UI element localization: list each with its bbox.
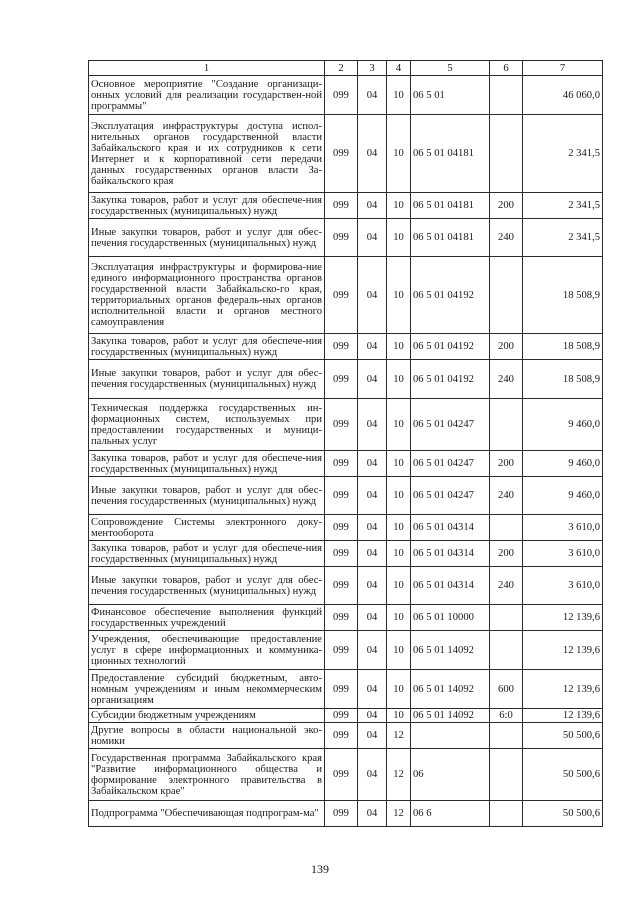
table-row <box>89 76 603 115</box>
cell-amount: 50 500,6 <box>523 749 603 801</box>
cell-admin: 099 <box>325 193 358 219</box>
cell-amount: 2 341,5 <box>523 219 603 257</box>
cell-target-item: 06 5 01 04192 <box>411 360 490 399</box>
cell-subsection: 10 <box>387 709 411 723</box>
table-row <box>89 605 603 631</box>
cell-expense-type <box>490 257 523 334</box>
cell-subsection: 10 <box>387 334 411 360</box>
row-name: Финансовое обеспечение выполнения функций государственных учреждений <box>89 605 325 631</box>
cell-section: 04 <box>358 723 387 749</box>
cell-amount: 50 500,6 <box>523 801 603 827</box>
cell-expense-type <box>490 515 523 541</box>
cell-subsection: 10 <box>387 567 411 605</box>
cell-amount: 9 460,0 <box>523 399 603 451</box>
cell-subsection: 10 <box>387 631 411 670</box>
cell-amount: 50 500,6 <box>523 723 603 749</box>
cell-expense-type <box>490 749 523 801</box>
cell-amount: 12 139,6 <box>523 670 603 709</box>
table-row <box>89 451 603 477</box>
cell-section: 04 <box>358 76 387 115</box>
cell-admin: 099 <box>325 334 358 360</box>
table-row <box>89 219 603 257</box>
cell-target-item <box>411 723 490 749</box>
cell-target-item: 06 5 01 04247 <box>411 399 490 451</box>
cell-target-item: 06 <box>411 749 490 801</box>
cell-amount: 3 610,0 <box>523 567 603 605</box>
cell-amount: 9 460,0 <box>523 477 603 515</box>
row-name: Техническая поддержка государственных ин-формационных систем, используемых при предоставлении государственных и муници-пальных услуг <box>89 399 325 451</box>
table-row <box>89 360 603 399</box>
cell-target-item: 06 6 <box>411 801 490 827</box>
header-cell: 7 <box>523 61 603 76</box>
cell-expense-type: 6:0 <box>490 709 523 723</box>
table-row <box>89 193 603 219</box>
header-cell: 5 <box>411 61 490 76</box>
cell-amount: 9 460,0 <box>523 451 603 477</box>
cell-target-item: 06 5 01 04314 <box>411 515 490 541</box>
budget-table <box>88 60 603 827</box>
cell-admin: 099 <box>325 360 358 399</box>
row-name: Предоставление субсидий бюджетным, авто-номным учреждениям и иным некоммерческим организациям <box>89 670 325 709</box>
row-name: Закупка товаров, работ и услуг для обеспече-ния государственных (муниципальных) нужд <box>89 541 325 567</box>
cell-admin: 099 <box>325 219 358 257</box>
row-name: Учреждения, обеспечивающие предоставление услуг в сфере информационных и коммуника-ционных технологий <box>89 631 325 670</box>
cell-subsection: 10 <box>387 477 411 515</box>
table-row <box>89 115 603 193</box>
cell-target-item: 06 5 01 04314 <box>411 541 490 567</box>
header-cell: 2 <box>325 61 358 76</box>
cell-subsection: 10 <box>387 219 411 257</box>
table-row <box>89 709 603 723</box>
cell-expense-type <box>490 801 523 827</box>
table-row <box>89 749 603 801</box>
cell-amount: 18 508,9 <box>523 360 603 399</box>
row-name: Субсидии бюджетным учреждениям <box>89 709 325 723</box>
cell-admin: 099 <box>325 115 358 193</box>
cell-amount: 18 508,9 <box>523 334 603 360</box>
row-name: Иные закупки товаров, работ и услуг для обес-печения государственных (муниципальных) нужд <box>89 477 325 515</box>
cell-expense-type: 240 <box>490 477 523 515</box>
cell-admin: 099 <box>325 605 358 631</box>
table-row <box>89 477 603 515</box>
cell-section: 04 <box>358 399 387 451</box>
cell-subsection: 10 <box>387 670 411 709</box>
cell-expense-type: 240 <box>490 219 523 257</box>
row-name: Закупка товаров, работ и услуг для обеспече-ния государственных (муниципальных) нужд <box>89 334 325 360</box>
table-row <box>89 541 603 567</box>
cell-target-item: 06 5 01 04192 <box>411 334 490 360</box>
cell-amount: 18 508,9 <box>523 257 603 334</box>
row-name: Эксплуатация инфраструктуры доступа испол-нительных органов государственной власти Забайкальского края и их сотрудников к сети Интернет и к корпоративной сети передачи данных государственных органов власти За-байкальского края <box>89 115 325 193</box>
header-cell: 1 <box>89 61 325 76</box>
cell-target-item: 06 5 01 14092 <box>411 670 490 709</box>
cell-section: 04 <box>358 515 387 541</box>
cell-amount: 3 610,0 <box>523 515 603 541</box>
cell-subsection: 10 <box>387 115 411 193</box>
cell-expense-type <box>490 399 523 451</box>
cell-admin: 099 <box>325 76 358 115</box>
cell-subsection: 10 <box>387 193 411 219</box>
cell-section: 04 <box>358 477 387 515</box>
cell-admin: 099 <box>325 399 358 451</box>
cell-expense-type: 600 <box>490 670 523 709</box>
cell-admin: 099 <box>325 451 358 477</box>
cell-target-item: 06 5 01 04181 <box>411 219 490 257</box>
cell-subsection: 12 <box>387 801 411 827</box>
cell-target-item: 06 5 01 04181 <box>411 193 490 219</box>
table-row <box>89 631 603 670</box>
cell-section: 04 <box>358 749 387 801</box>
page-number: 139 <box>311 862 329 876</box>
cell-admin: 099 <box>325 801 358 827</box>
cell-expense-type <box>490 723 523 749</box>
cell-subsection: 10 <box>387 360 411 399</box>
row-name: Закупка товаров, работ и услуг для обеспече-ния государственных (муниципальных) нужд <box>89 451 325 477</box>
cell-amount: 2 341,5 <box>523 115 603 193</box>
cell-section: 04 <box>358 451 387 477</box>
cell-admin: 099 <box>325 567 358 605</box>
cell-target-item: 06 5 01 04181 <box>411 115 490 193</box>
cell-expense-type: 200 <box>490 541 523 567</box>
cell-expense-type: 240 <box>490 360 523 399</box>
cell-expense-type: 200 <box>490 451 523 477</box>
table-row <box>89 399 603 451</box>
cell-section: 04 <box>358 567 387 605</box>
cell-section: 04 <box>358 541 387 567</box>
cell-section: 04 <box>358 257 387 334</box>
cell-target-item: 06 5 01 <box>411 76 490 115</box>
row-name: Другие вопросы в области национальной эко-номики <box>89 723 325 749</box>
row-name: Иные закупки товаров, работ и услуг для обес-печения государственных (муниципальных) нужд <box>89 219 325 257</box>
cell-section: 04 <box>358 360 387 399</box>
cell-section: 04 <box>358 115 387 193</box>
cell-expense-type: 200 <box>490 193 523 219</box>
cell-section: 04 <box>358 334 387 360</box>
cell-admin: 099 <box>325 515 358 541</box>
cell-target-item: 06 5 01 04314 <box>411 567 490 605</box>
cell-section: 04 <box>358 219 387 257</box>
cell-target-item: 06 5 01 14092 <box>411 631 490 670</box>
cell-amount: 12 139,6 <box>523 709 603 723</box>
cell-expense-type: 200 <box>490 334 523 360</box>
row-name: Основное мероприятие "Создание организаци-онных условий для реализации государствен-ной программы" <box>89 76 325 115</box>
cell-admin: 099 <box>325 709 358 723</box>
cell-subsection: 10 <box>387 451 411 477</box>
cell-target-item: 06 5 01 14092 <box>411 709 490 723</box>
cell-target-item: 06 5 01 04247 <box>411 451 490 477</box>
cell-subsection: 10 <box>387 515 411 541</box>
table-row <box>89 670 603 709</box>
cell-subsection: 10 <box>387 76 411 115</box>
row-name: Эксплуатация инфраструктуры и формирова-ние единого информационного пространства органов государственной власти Забайкальско-го края, территориальных органов федераль-ных органов исполнительной власти и органов местного самоуправления <box>89 257 325 334</box>
cell-amount: 12 139,6 <box>523 631 603 670</box>
cell-subsection: 10 <box>387 541 411 567</box>
table-row <box>89 567 603 605</box>
header-cell: 6 <box>490 61 523 76</box>
cell-subsection: 10 <box>387 605 411 631</box>
cell-target-item: 06 5 01 04192 <box>411 257 490 334</box>
header-cell: 3 <box>358 61 387 76</box>
cell-amount: 46 060,0 <box>523 76 603 115</box>
table-row <box>89 515 603 541</box>
header-row <box>89 61 603 76</box>
cell-admin: 099 <box>325 749 358 801</box>
cell-expense-type <box>490 115 523 193</box>
cell-admin: 099 <box>325 257 358 334</box>
cell-amount: 3 610,0 <box>523 541 603 567</box>
cell-admin: 099 <box>325 477 358 515</box>
cell-target-item: 06 5 01 04247 <box>411 477 490 515</box>
cell-target-item: 06 5 01 10000 <box>411 605 490 631</box>
cell-section: 04 <box>358 709 387 723</box>
row-name: Иные закупки товаров, работ и услуг для обес-печения государственных (муниципальных) нужд <box>89 567 325 605</box>
row-name: Подпрограмма "Обеспечивающая подпрограм-ма" <box>89 801 325 827</box>
cell-admin: 099 <box>325 541 358 567</box>
cell-section: 04 <box>358 670 387 709</box>
cell-admin: 099 <box>325 723 358 749</box>
cell-amount: 2 341,5 <box>523 193 603 219</box>
cell-expense-type <box>490 76 523 115</box>
cell-section: 04 <box>358 631 387 670</box>
cell-expense-type <box>490 605 523 631</box>
cell-admin: 099 <box>325 631 358 670</box>
cell-amount: 12 139,6 <box>523 605 603 631</box>
table-row <box>89 723 603 749</box>
cell-section: 04 <box>358 605 387 631</box>
cell-subsection: 12 <box>387 723 411 749</box>
cell-expense-type <box>490 631 523 670</box>
row-name: Закупка товаров, работ и услуг для обеспече-ния государственных (муниципальных) нужд <box>89 193 325 219</box>
cell-subsection: 10 <box>387 257 411 334</box>
cell-subsection: 10 <box>387 399 411 451</box>
cell-section: 04 <box>358 193 387 219</box>
row-name: Государственная программа Забайкальского края "Развитие информационного общества и формирование электронного правительства в Забайкальском крае" <box>89 749 325 801</box>
row-name: Сопровождение Системы электронного доку-ментооборота <box>89 515 325 541</box>
table-row <box>89 801 603 827</box>
cell-section: 04 <box>358 801 387 827</box>
cell-subsection: 12 <box>387 749 411 801</box>
table-row <box>89 257 603 334</box>
table-row <box>89 334 603 360</box>
cell-expense-type: 240 <box>490 567 523 605</box>
cell-admin: 099 <box>325 670 358 709</box>
row-name: Иные закупки товаров, работ и услуг для обес-печения государственных (муниципальных) нужд <box>89 360 325 399</box>
header-cell: 4 <box>387 61 411 76</box>
